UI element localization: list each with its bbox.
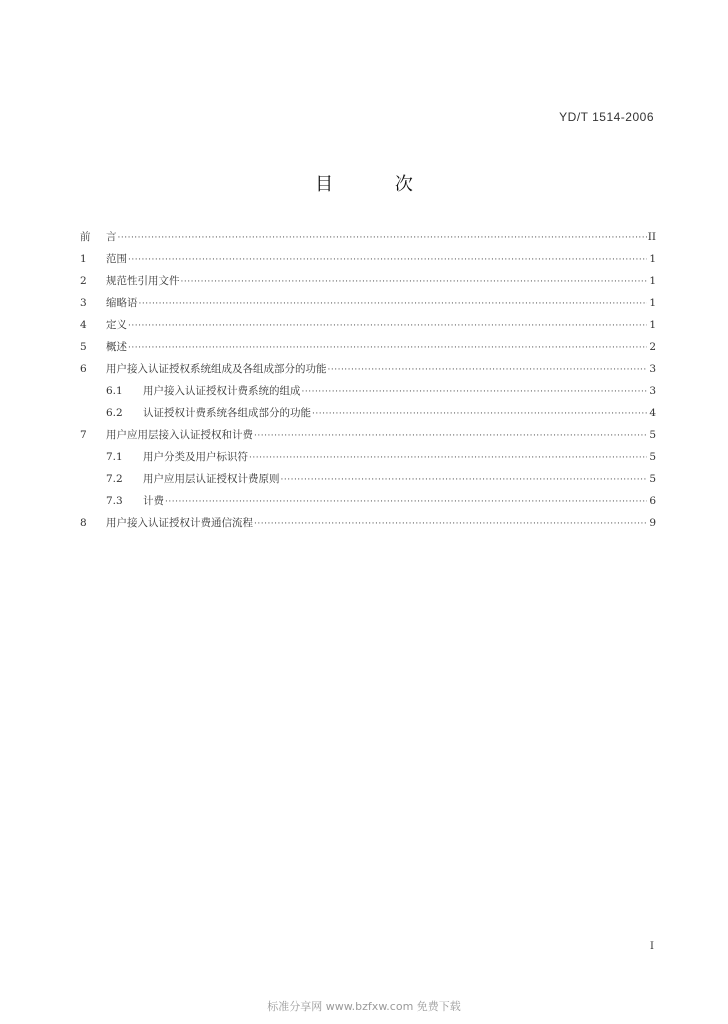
toc-entry-number: 6 xyxy=(80,363,87,375)
toc-subentry[interactable] xyxy=(80,493,656,515)
toc-leader-dots xyxy=(128,255,647,265)
toc-entry-number: 6.1 xyxy=(106,385,123,397)
toc-entry-page: 4 xyxy=(649,407,656,419)
toc-leader-dots xyxy=(328,365,648,375)
toc-entry-number: 5 xyxy=(80,341,87,353)
toc-entry-page: 1 xyxy=(649,297,656,309)
toc-entry[interactable] xyxy=(80,273,656,295)
toc-leader-dots xyxy=(254,431,647,441)
toc-leader-dots xyxy=(165,497,647,507)
toc-entry-number: 3 xyxy=(80,297,87,309)
toc-entry-number: 7 xyxy=(80,429,87,441)
toc-entry-number: 7.2 xyxy=(106,473,123,485)
toc-entry-number: 7.3 xyxy=(106,495,123,507)
document-code: YD/T 1514-2006 xyxy=(559,110,654,124)
toc-entry-label: 用户接入认证授权计费系统的组成 xyxy=(143,385,301,397)
toc-entry[interactable] xyxy=(80,229,656,251)
toc-entry-page: 2 xyxy=(649,341,656,353)
toc-entry[interactable] xyxy=(80,339,656,361)
toc-entry-number: 2 xyxy=(80,275,87,287)
toc-entry-label: 范围 xyxy=(106,253,127,265)
toc-entry[interactable] xyxy=(80,515,656,537)
toc-entry-page: 1 xyxy=(649,319,656,331)
toc-title: 目 次 xyxy=(315,174,441,195)
page-number: I xyxy=(650,941,654,952)
toc-subentry[interactable] xyxy=(80,405,656,427)
toc-subentry[interactable] xyxy=(80,383,656,405)
toc-leader-dots xyxy=(312,409,647,419)
toc-entry-number: 6.2 xyxy=(106,407,123,419)
toc-entry-label: 认证授权计费系统各组成部分的功能 xyxy=(143,407,311,419)
toc-entry[interactable] xyxy=(80,251,656,273)
toc-entry[interactable] xyxy=(80,361,656,383)
toc-leader-dots xyxy=(254,519,647,529)
toc-entry-number: 前 xyxy=(80,231,91,243)
toc-entry-page: 6 xyxy=(649,495,656,507)
toc-entry-label: 言 xyxy=(106,231,117,243)
toc-leader-dots xyxy=(302,387,648,397)
toc-entry[interactable] xyxy=(80,317,656,339)
toc-entry-label: 定义 xyxy=(106,319,127,331)
toc-leader-dots xyxy=(281,475,648,485)
toc-entry-label: 计费 xyxy=(143,495,164,507)
toc-entry-number: 8 xyxy=(80,517,87,529)
toc-entry-label: 用户应用层接入认证授权和计费 xyxy=(106,429,253,441)
toc-entry[interactable] xyxy=(80,427,656,449)
toc-entry-page: 1 xyxy=(649,253,656,265)
toc-leader-dots xyxy=(249,453,647,463)
toc-entry-number: 1 xyxy=(80,253,87,265)
toc-entry-page: 3 xyxy=(649,385,656,397)
toc-entry[interactable] xyxy=(80,295,656,317)
toc-leader-dots xyxy=(128,343,647,353)
toc-entry-page: II xyxy=(647,231,656,243)
toc-entry-label: 概述 xyxy=(106,341,127,353)
toc-leader-dots xyxy=(181,277,648,287)
watermark-text[interactable]: 标准分享网 www.bzfxw.com 免费下载 xyxy=(267,1000,461,1013)
toc-entry-label: 缩略语 xyxy=(106,297,138,309)
toc-entry-page: 5 xyxy=(649,451,656,463)
toc-entry-page: 9 xyxy=(649,517,656,529)
toc-leader-dots xyxy=(118,233,647,243)
toc-entry-label: 用户分类及用户标识符 xyxy=(143,451,248,463)
toc-entry-label: 用户接入认证授权计费通信流程 xyxy=(106,517,253,529)
toc-entry-label: 用户应用层认证授权计费原则 xyxy=(143,473,280,485)
toc-leader-dots xyxy=(128,321,647,331)
toc-subentry[interactable] xyxy=(80,449,656,471)
toc-entry-label: 规范性引用文件 xyxy=(106,275,180,287)
toc-subentry[interactable] xyxy=(80,471,656,493)
toc-entry-page: 5 xyxy=(649,429,656,441)
toc-entry-number: 4 xyxy=(80,319,87,331)
toc-leader-dots xyxy=(139,299,648,309)
toc-entry-label: 用户接入认证授权系统组成及各组成部分的功能 xyxy=(106,363,327,375)
toc-entry-page: 1 xyxy=(649,275,656,287)
toc-entry-page: 3 xyxy=(649,363,656,375)
toc-entry-number: 7.1 xyxy=(106,451,123,463)
table-of-contents xyxy=(80,229,656,537)
toc-entry-page: 5 xyxy=(649,473,656,485)
